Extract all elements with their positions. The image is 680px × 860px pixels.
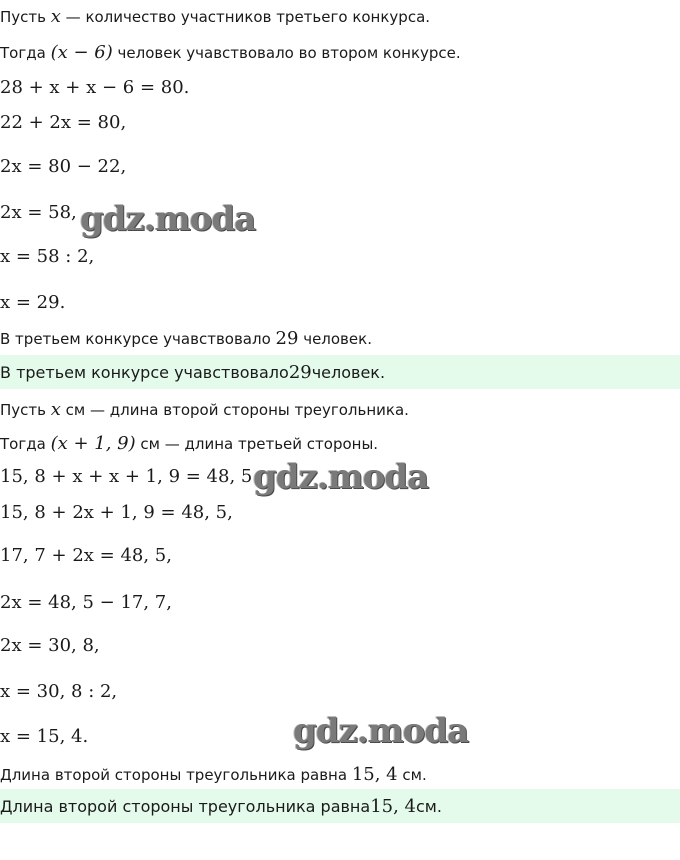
watermark-logo: gdz.moda bbox=[293, 711, 469, 751]
answer-text: Длина второй стороны треугольника равна bbox=[0, 766, 352, 784]
then-text: Тогда bbox=[0, 435, 51, 453]
task1-answer bbox=[0, 328, 372, 349]
final-answer-text: человек. bbox=[311, 362, 386, 382]
answer-text: см. bbox=[397, 766, 427, 784]
task1-then bbox=[0, 42, 461, 63]
variable: x bbox=[50, 6, 61, 27]
watermark-logo: gdz.moda bbox=[253, 457, 429, 497]
task2-equation-6: x = 30, 8 : 2, bbox=[0, 681, 118, 702]
watermark-logo: gdz.moda bbox=[80, 199, 256, 239]
then-text: см — длина третьей стороны. bbox=[135, 435, 379, 453]
answer-number: 29 bbox=[275, 328, 299, 349]
intro-text: Пусть bbox=[0, 401, 51, 419]
intro-text: Пусть bbox=[0, 8, 51, 26]
task1-equation-3: 2x = 80 − 22, bbox=[0, 156, 127, 177]
task2-intro bbox=[0, 399, 409, 420]
then-text: человек учавствовало во втором конкурсе. bbox=[112, 44, 461, 62]
answer-text: человек. bbox=[298, 330, 372, 348]
then-text: Тогда bbox=[0, 44, 51, 62]
final-answer-text: Длина второй стороны треугольника равна bbox=[0, 796, 371, 816]
final-answer-text: см. bbox=[416, 796, 442, 816]
answer-text: В третьем конкурсе учавствовало bbox=[0, 330, 276, 348]
answer-number: 15, 4 bbox=[351, 764, 398, 785]
task1-equation-4: 2x = 58, bbox=[0, 202, 77, 223]
task1-equation-6: x = 29. bbox=[0, 292, 66, 313]
task1-final-answer bbox=[0, 355, 680, 389]
task1-intro bbox=[0, 6, 430, 27]
task2-equation-2: 15, 8 + 2x + 1, 9 = 48, 5, bbox=[0, 502, 233, 523]
final-answer-text: В третьем конкурсе учавствовало bbox=[0, 362, 289, 382]
expression: (x + 1, 9) bbox=[50, 433, 136, 454]
expression: (x − 6) bbox=[50, 42, 113, 63]
final-answer-number: 29 bbox=[288, 361, 312, 383]
task2-equation-1: 15, 8 + x + x + 1, 9 = 48, 5. bbox=[0, 466, 259, 487]
task2-equation-4: 2x = 48, 5 − 17, 7, bbox=[0, 592, 172, 613]
intro-text: см — длина второй стороны треугольника. bbox=[60, 401, 409, 419]
task2-equation-7: x = 15, 4. bbox=[0, 726, 89, 747]
task1-equation-1: 28 + x + x − 6 = 80. bbox=[0, 77, 190, 98]
intro-text: — количество участников третьего конкурса. bbox=[60, 8, 431, 26]
task2-then bbox=[0, 433, 378, 454]
task2-equation-5: 2x = 30, 8, bbox=[0, 635, 100, 656]
task1-equation-2: 22 + 2x = 80, bbox=[0, 112, 127, 133]
task2-answer bbox=[0, 764, 427, 785]
task1-equation-5: x = 58 : 2, bbox=[0, 246, 95, 267]
final-answer-number: 15, 4 bbox=[370, 795, 416, 817]
task2-equation-3: 17, 7 + 2x = 48, 5, bbox=[0, 545, 172, 566]
variable: x bbox=[50, 399, 61, 420]
task2-final-answer bbox=[0, 789, 680, 823]
